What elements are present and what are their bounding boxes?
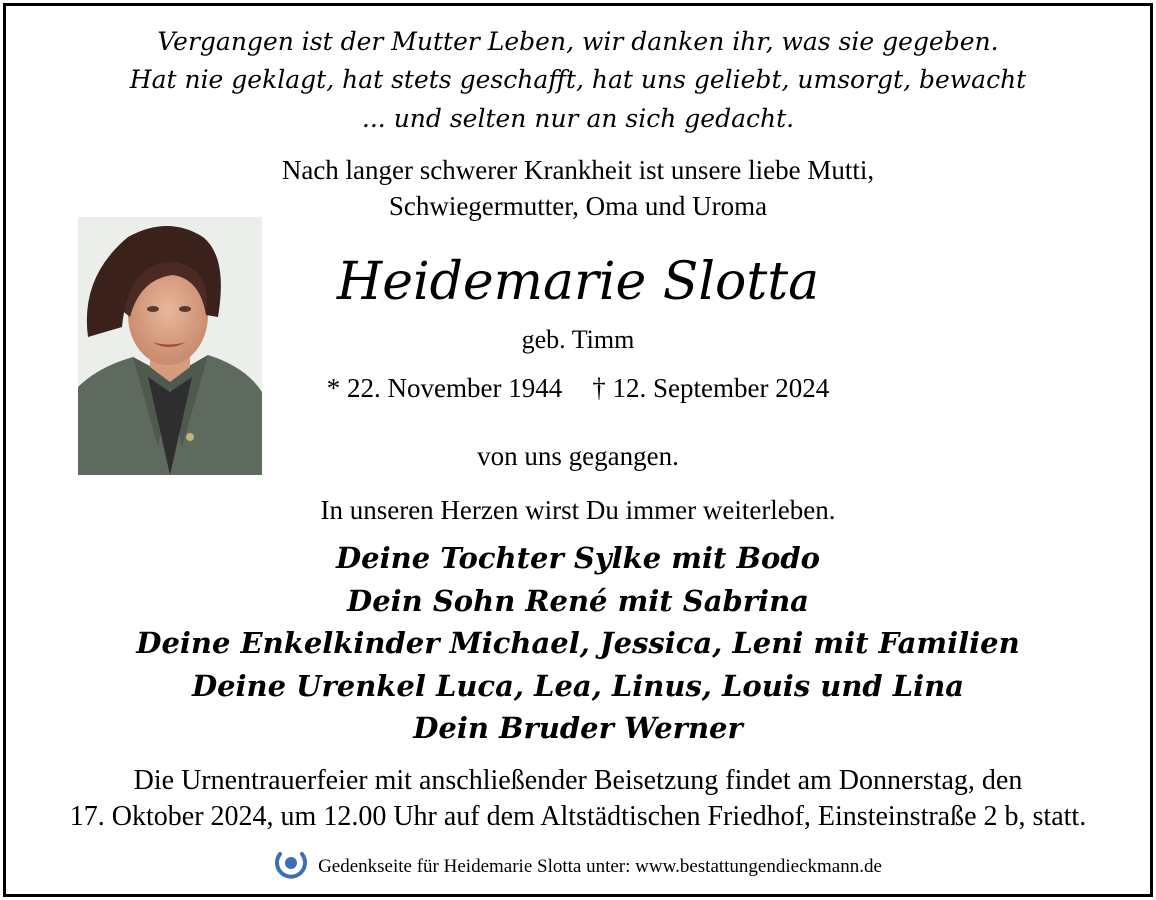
family-line: Deine Urenkel Luca, Lea, Linus, Louis und Lina	[191, 669, 965, 703]
memorial-page-link[interactable]: Gedenkseite für Heidemarie Slotta unter: www.bestattungendieckmann.de	[318, 856, 882, 877]
family-line: Deine Enkelkinder Michael, Jessica, Leni mit Familien	[136, 626, 1020, 660]
intro-line-1: Nach langer schwerer Krankheit ist unsere liebe Mutti,	[281, 155, 875, 185]
hearts-text: In unseren Herzen wirst Du immer weiterleben.	[320, 495, 836, 525]
birth-date: * 22. November 1944	[326, 373, 563, 403]
footer	[0, 848, 1156, 886]
death-date: † 12. September 2024	[592, 373, 830, 403]
memorial-logo-icon	[274, 848, 308, 886]
family-line: Deine Tochter Sylke mit Bodo	[336, 541, 820, 575]
service-line-2: 17. Oktober 2024, um 12.00 Uhr auf dem Altstädtischen Friedhof, Einsteinstraße 2 b, statt.	[69, 801, 1087, 832]
birth-name: geb. Timm	[521, 325, 635, 354]
deceased-name: Heidemarie Slotta	[336, 252, 820, 312]
poem-line-2: Hat nie geklagt, hat stets geschafft, hat uns geliebt, umsorgt, bewacht	[129, 65, 1027, 94]
poem-line-3: ... und selten nur an sich gedacht.	[361, 104, 795, 133]
poem-line-1: Vergangen ist der Mutter Leben, wir danken ihr, was sie gegeben.	[157, 27, 999, 56]
intro-line-2: Schwiegermutter, Oma und Uroma	[388, 191, 768, 221]
service-line-1: Die Urnentrauerfeier mit anschließender Beisetzung findet am Donnerstag, den	[133, 765, 1023, 796]
family-line: Dein Sohn René mit Sabrina	[347, 584, 809, 618]
family-line: Dein Bruder Werner	[413, 711, 743, 745]
passed-text: von uns gegangen.	[477, 441, 679, 471]
life-dates	[0, 373, 1156, 404]
